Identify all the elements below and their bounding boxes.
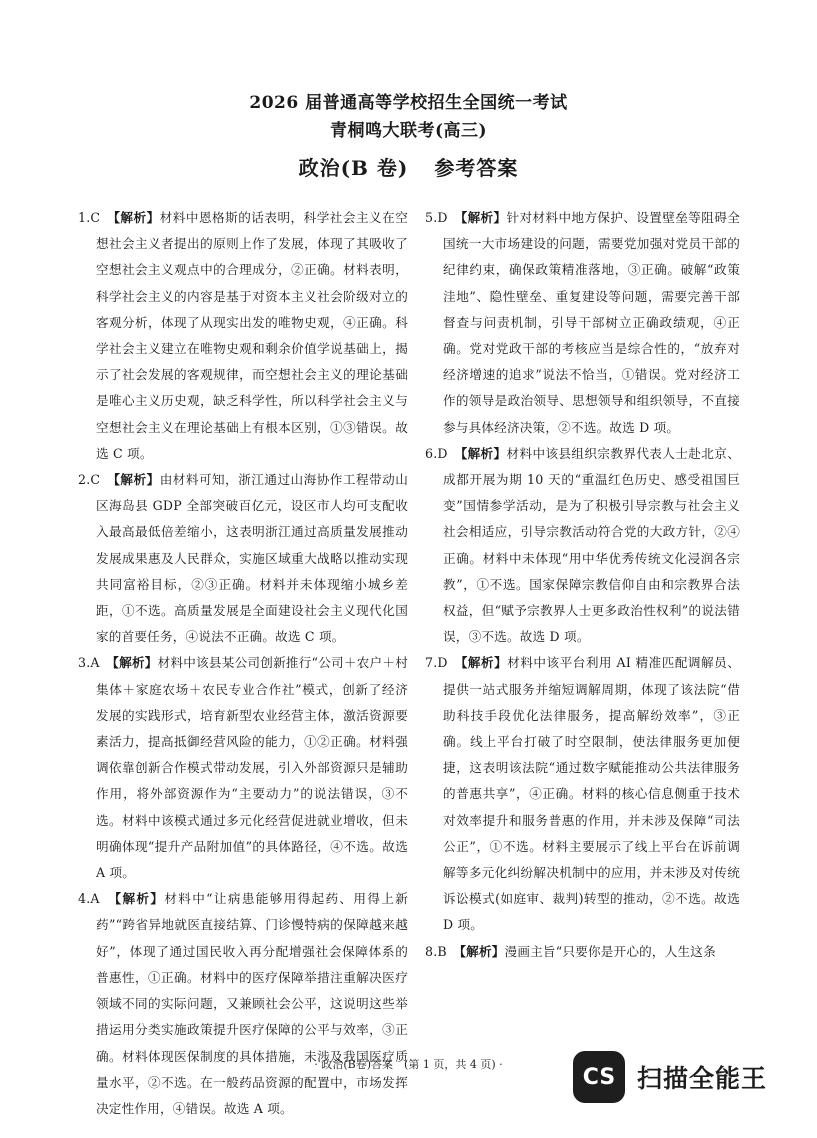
subject-title bbox=[0, 152, 817, 181]
answer-label: 参考答案 bbox=[434, 156, 519, 180]
answer-item: 7.D 【解析】材料中该平台利用 AI 精准匹配调解员、提供一站式服务并缩短调解周期，体现了该法院“借助科技手段优化法律服务，提高解纷效率”，③正确。线上平台打破了时空限制，使法律服务更加便捷，这表明该法院“通过数字赋能推动公共法律服务的普惠共享”，④正确。材料的核心信息侧重于技术对效率提升和服务普惠的作用，并未涉及保障“司法公正”，①不选。材料主要展示了线上平台在诉前调解等多元化纠纷解决机制中的应用，并未涉及对传统诉讼模式(如庭审、裁判)转型的推动，②不选。故选 D 项。 bbox=[425, 655, 741, 933]
camscanner-logo-icon: CS bbox=[573, 1051, 625, 1103]
answer-item: 8.B 【解析】漫画主旨“只要你是开心的，人生这条 bbox=[425, 943, 716, 959]
answer-item: 1.C 【解析】材料中恩格斯的话表明，科学社会主义在空想社会主义者提出的原则上作了发展，体现了其吸收了空想社会主义观点中的合理成分，②正确。材料表明，科学社会主义的内容是基于对资本主义社会阶级对立的客观分析，体现了从现实出发的唯物史观，④正确。科学社会主义建立在唯物史观和剩余价值学说基础上，揭示了社会发展的客观规律，而空想社会主义的理论基础是唯心主义历史观，缺乏科学性，所以科学社会主义与空想社会主义在理论基础上有根本区别，①③错误。故选 C 项。 bbox=[78, 210, 408, 461]
scanner-watermark bbox=[573, 1047, 791, 1107]
answer-item: 4.A 【解析】材料中“让病患能够用得起药、用得上新药”“跨省异地就医直接结算、门诊慢特病的保障越来越好”，体现了通过国民收入再分配增强社会保障体系的普惠性，①正确。材料中的医疗保障举措注重解决医疗领域不同的实际问题，又兼顾社会公平，这说明这些举措运用分类实施政策提升医疗保障的公平与效率，③正确。材料体现医保制度的具体措施，未涉及我国医疗质量水平，②不选。在一般药品资源的配置中，市场发挥决定性作用，④错误。故选 A 项。 bbox=[78, 891, 409, 1116]
left-column bbox=[78, 205, 408, 1122]
page-footer: · 政治(B卷)答案 (第 1 页，共 4 页) · bbox=[314, 1058, 503, 1071]
exam-subtitle: 青桐鸣大联考(高三) bbox=[329, 121, 488, 141]
answer-item: 5.D 【解析】针对材料中地方保护、设置壁垒等阻碍全国统一大市场建设的问题，需要党加强对党员干部的纪律约束，确保政策精准落地，③正确。破解“政策洼地”、隐性壁垒、重复建设等问题，需要完善干部督查与问责机制，引导干部树立正确政绩观，④正确。党对党政干部的考核应当是综合性的，“放弃对经济增速的追求”说法不恰当，①错误。党对经济工作的领导是政治领导、思想领导和组织领导，不直接参与具体经济决策，②不选。故选 D 项。 bbox=[425, 210, 740, 435]
answer-item: 6.D 【解析】材料中该县组织宗教界代表人士赴北京、成都开展为期 10 天的“重温红色历史、感受祖国巨变”国情参学活动，是为了积极引导宗教与社会主义社会相适应，引导宗教活动符合党的大政方针，②④正确。材料中未体现“用中华优秀传统文化浸润各宗教”，①不选。国家保障宗教信仰自由和宗教界合法权益，但“赋予宗教界人士更多政治性权利”的说法错误，③不选。故选 D 项。 bbox=[425, 445, 740, 645]
scanner-app-name: 扫描全能王 bbox=[637, 1064, 768, 1093]
right-column bbox=[425, 205, 740, 965]
answer-item: 3.A 【解析】材料中该县某公司创新推行“公司＋农户＋村集体＋家庭农场＋农民专业合作社”模式，创新了经济发展的实践形式，培育新型农业经营主体，激活资源要素活力，提高抵御经营风险的能力，①②正确。材料强调依靠创新合作模式带动发展，引入外部资源只是辅助作用，将外部资源作为“主要动力”的说法错误，③不选。材料中该模式通过多元化经营促进就业增收，但未明确体现“提升产品附加值”的具体路径，④不选。故选 A 项。 bbox=[78, 655, 408, 881]
answer-item: 2.C 【解析】由材料可知，浙江通过山海协作工程带动山区海岛县 GDP 全部突破百亿元，设区市人均可支配收入最高最低倍差缩小，这表明浙江通过高质量发展推动发展成果惠及人民群众，实施区域重大战略以推动实现共同富裕目标，②③正确。材料并未体现缩小城乡差距，①不选。高质量发展是全面建设社会主义现代化国家的首要任务，④说法不正确。故选 C 项。 bbox=[78, 472, 408, 645]
exam-title: 2026 届普通高等学校招生全国统一考试 bbox=[249, 93, 568, 113]
subject-label: 政治(B 卷) bbox=[298, 156, 409, 180]
